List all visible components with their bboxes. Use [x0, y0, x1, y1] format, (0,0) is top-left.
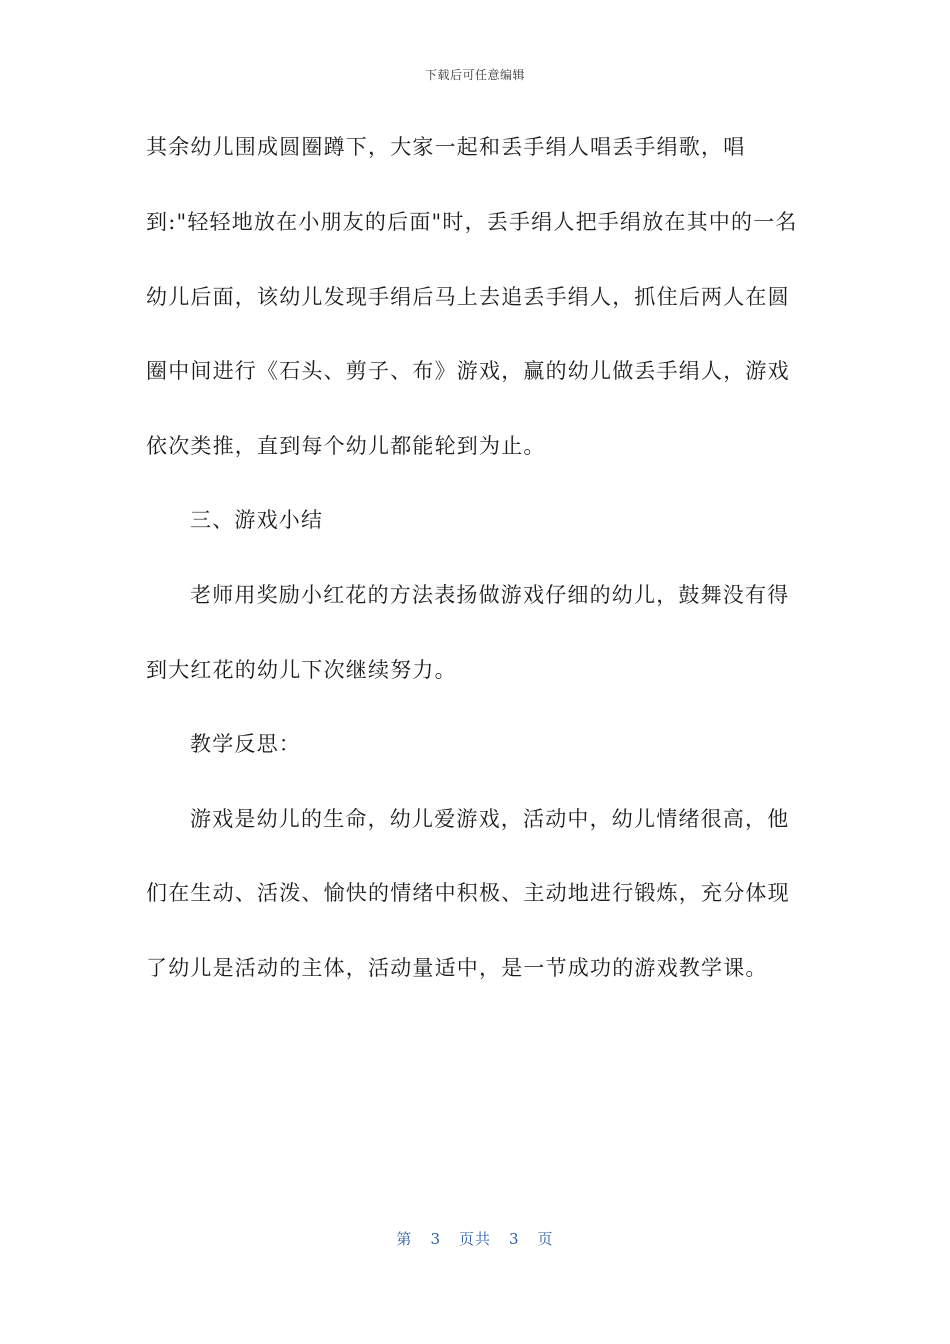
section-heading-summary: 三、游戏小结 [190, 508, 324, 532]
body-line-3: 幼儿后面，该幼儿发现手绢后马上去追丢手绢人，抓住后两人在圆 [146, 285, 790, 309]
footer-total-pages: 3 [509, 1230, 520, 1248]
page-footer [0, 1228, 950, 1249]
page-header: 下载后可任意编辑 [424, 68, 525, 82]
body-line-7: 老师用奖励小红花的方法表扬做游戏仔细的幼儿，鼓舞没有得 [190, 583, 790, 607]
body-line-11: 们在生动、活泼、愉快的情绪中积极、主动地进行锻炼，充分体现 [146, 881, 790, 905]
body-line-1: 其余幼儿围成圆圈蹲下，大家一起和丢手绢人唱丢手绢歌，唱 [146, 135, 746, 159]
body-line-2: 到:"轻轻地放在小朋友的后面"时，丢手绢人把手绢放在其中的一名 [146, 210, 798, 234]
footer-label-page: 第 [396, 1230, 413, 1248]
footer-label-end: 页 [537, 1230, 554, 1248]
body-line-12: 了幼儿是活动的主体，活动量适中，是一节成功的游戏教学课。 [146, 956, 768, 980]
footer-current-page: 3 [430, 1230, 441, 1248]
section-heading-reflection: 教学反思： [190, 732, 301, 756]
body-line-10: 游戏是幼儿的生命，幼儿爱游戏，活动中，幼儿情绪很高，他 [190, 807, 790, 831]
body-line-5: 依次类推，直到每个幼儿都能轮到为止。 [146, 434, 546, 458]
body-line-4: 圈中间进行《石头、剪子、布》游戏，赢的幼儿做丢手绢人，游戏 [146, 359, 790, 383]
footer-label-of: 页共 [458, 1230, 491, 1248]
body-line-8: 到大红花的幼儿下次继续努力。 [146, 658, 457, 682]
